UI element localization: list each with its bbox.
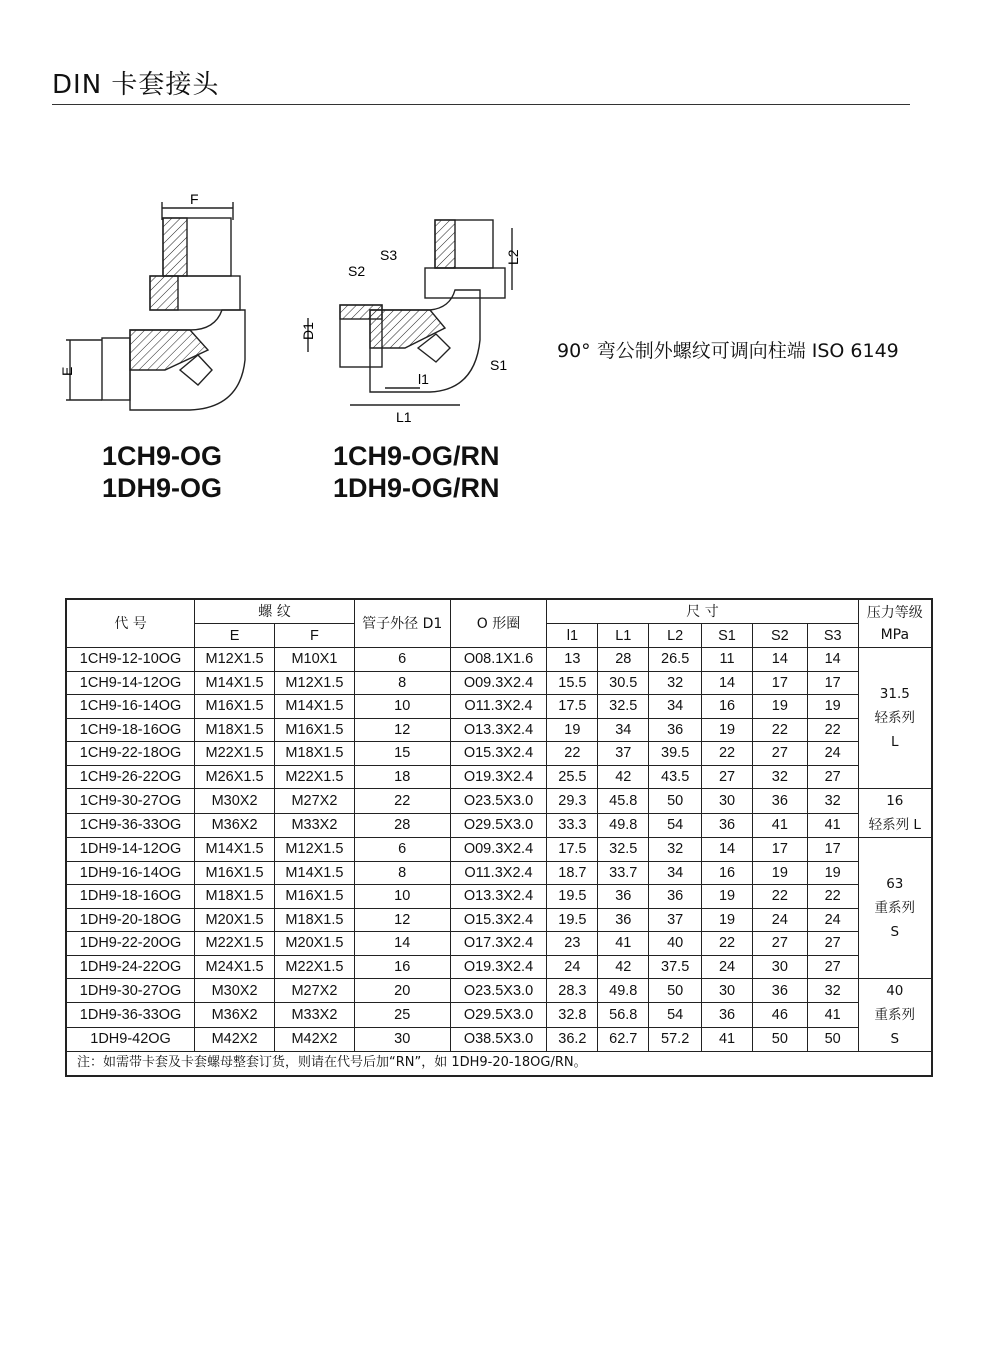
table-cell: M14X1.5 bbox=[195, 671, 275, 695]
table-cell: 17.5 bbox=[547, 695, 598, 719]
header-S2: S2 bbox=[752, 624, 807, 648]
pressure-class-line: 31.5 bbox=[879, 686, 910, 702]
header-F: F bbox=[275, 624, 355, 648]
table-cell: M42X2 bbox=[195, 1027, 275, 1051]
table-cell: 1DH9-24-22OG bbox=[66, 955, 195, 979]
table-cell: 10 bbox=[354, 885, 450, 909]
table-cell: 13 bbox=[547, 648, 598, 672]
pressure-class-line: 16 bbox=[886, 793, 904, 809]
table-cell: 19 bbox=[702, 885, 753, 909]
table-row bbox=[66, 908, 932, 932]
dim-label-L2: L2 bbox=[505, 249, 521, 265]
dim-label-S2: S2 bbox=[348, 263, 366, 279]
header-d1: 管子外径 D1 bbox=[354, 599, 450, 648]
table-cell: 19.5 bbox=[547, 908, 598, 932]
table-cell: 54 bbox=[649, 813, 702, 838]
table-cell: 34 bbox=[649, 695, 702, 719]
table-cell: 1DH9-36-33OG bbox=[66, 1003, 195, 1027]
table-cell: 36 bbox=[649, 885, 702, 909]
table-cell: 22 bbox=[702, 932, 753, 956]
table-row bbox=[66, 671, 932, 695]
pressure-class-line: 63 bbox=[886, 876, 904, 892]
table-row bbox=[66, 955, 932, 979]
table-cell: 19 bbox=[807, 695, 858, 719]
table-row bbox=[66, 979, 932, 1003]
table-cell: 32 bbox=[807, 789, 858, 814]
table-cell: 27 bbox=[752, 742, 807, 766]
table-cell: 49.8 bbox=[598, 979, 649, 1003]
fitting-drawing-left bbox=[66, 202, 245, 410]
table-cell: M42X2 bbox=[275, 1027, 355, 1051]
page-title: DIN 卡套接头 bbox=[52, 70, 220, 100]
table-cell: 17 bbox=[752, 838, 807, 862]
table-cell: 32 bbox=[649, 671, 702, 695]
table-cell: 1CH9-12-10OG bbox=[66, 648, 195, 672]
pressure-class-line: S bbox=[890, 924, 900, 940]
table-cell: 30 bbox=[752, 955, 807, 979]
table-cell: M20X1.5 bbox=[195, 908, 275, 932]
table-cell: 27 bbox=[807, 765, 858, 789]
table-cell: 30.5 bbox=[598, 671, 649, 695]
pressure-class-line: L bbox=[891, 734, 899, 750]
dim-label-F: F bbox=[190, 191, 199, 207]
table-cell: 32.5 bbox=[598, 695, 649, 719]
table-cell: 18.7 bbox=[547, 861, 598, 885]
table-cell: 16 bbox=[354, 955, 450, 979]
table-cell: 40 bbox=[649, 932, 702, 956]
table-cell: 41 bbox=[702, 1027, 753, 1051]
table-cell: M14X1.5 bbox=[195, 838, 275, 862]
table-cell: 28 bbox=[598, 648, 649, 672]
dim-label-D1: D1 bbox=[300, 322, 316, 340]
dim-label-E: E bbox=[59, 366, 75, 376]
dim-label-L1: L1 bbox=[396, 409, 412, 425]
table-row bbox=[66, 813, 932, 838]
table-cell: 39.5 bbox=[649, 742, 702, 766]
table-cell: 24 bbox=[807, 908, 858, 932]
table-cell: M22X1.5 bbox=[275, 955, 355, 979]
table-cell: 41 bbox=[807, 1003, 858, 1027]
pressure-class-cell bbox=[858, 979, 932, 1052]
table-row bbox=[66, 861, 932, 885]
table-cell: 22 bbox=[354, 789, 450, 814]
table-cell: M16X1.5 bbox=[195, 695, 275, 719]
table-cell: 41 bbox=[752, 813, 807, 838]
table-cell: 34 bbox=[598, 718, 649, 742]
dim-label-S3: S3 bbox=[380, 247, 398, 263]
table-cell: 19.5 bbox=[547, 885, 598, 909]
table-row bbox=[66, 932, 932, 956]
table-cell: 24 bbox=[807, 742, 858, 766]
table-cell: 26.5 bbox=[649, 648, 702, 672]
table-cell: 19 bbox=[752, 861, 807, 885]
pressure-class-line: 40 bbox=[886, 983, 904, 999]
table-cell: 32 bbox=[649, 838, 702, 862]
table-cell: O38.5X3.0 bbox=[450, 1027, 547, 1051]
dim-label-S1: S1 bbox=[490, 357, 508, 373]
table-cell: M27X2 bbox=[275, 979, 355, 1003]
table-cell: 25.5 bbox=[547, 765, 598, 789]
table-cell: 27 bbox=[752, 932, 807, 956]
table-cell: O15.3X2.4 bbox=[450, 908, 547, 932]
table-cell: 1CH9-14-12OG bbox=[66, 671, 195, 695]
table-cell: M26X1.5 bbox=[195, 765, 275, 789]
table-cell: 46 bbox=[752, 1003, 807, 1027]
table-cell: 57.2 bbox=[649, 1027, 702, 1051]
table-cell: 19 bbox=[752, 695, 807, 719]
model-codes-left bbox=[102, 440, 222, 504]
table-row bbox=[66, 695, 932, 719]
table-cell: 20 bbox=[354, 979, 450, 1003]
table-cell: 14 bbox=[354, 932, 450, 956]
table-cell: 62.7 bbox=[598, 1027, 649, 1051]
table-cell: 56.8 bbox=[598, 1003, 649, 1027]
table-cell: 43.5 bbox=[649, 765, 702, 789]
table-cell: M12X1.5 bbox=[275, 671, 355, 695]
table-row bbox=[66, 789, 932, 814]
table-cell: O19.3X2.4 bbox=[450, 955, 547, 979]
table-cell: 30 bbox=[702, 979, 753, 1003]
table-cell: 6 bbox=[354, 648, 450, 672]
table-cell: 32.8 bbox=[547, 1003, 598, 1027]
table-cell: 11 bbox=[702, 648, 753, 672]
header-pressure-unit: MPa bbox=[880, 626, 910, 643]
table-row bbox=[66, 1027, 932, 1051]
header-code: 代 号 bbox=[66, 599, 195, 648]
table-cell: 33.7 bbox=[598, 861, 649, 885]
table-cell: O13.3X2.4 bbox=[450, 718, 547, 742]
table-cell: 1DH9-14-12OG bbox=[66, 838, 195, 862]
table-cell: 15 bbox=[354, 742, 450, 766]
header-pressure bbox=[858, 599, 932, 648]
table-cell: O11.3X2.4 bbox=[450, 695, 547, 719]
table-cell: 14 bbox=[807, 648, 858, 672]
table-cell: M36X2 bbox=[195, 813, 275, 838]
pressure-class-cell bbox=[858, 789, 932, 838]
table-cell: 29.3 bbox=[547, 789, 598, 814]
pressure-class-cell bbox=[858, 838, 932, 979]
table-cell: M36X2 bbox=[195, 1003, 275, 1027]
header-pressure-label: 压力等级 bbox=[866, 604, 923, 621]
table-cell: 15.5 bbox=[547, 671, 598, 695]
fitting-drawings bbox=[40, 180, 560, 440]
table-cell: 36 bbox=[752, 979, 807, 1003]
table-cell: M30X2 bbox=[195, 979, 275, 1003]
pressure-class-line: 重系列 bbox=[874, 1007, 916, 1023]
table-cell: 24 bbox=[752, 908, 807, 932]
table-cell: 50 bbox=[752, 1027, 807, 1051]
table-cell: M22X1.5 bbox=[195, 742, 275, 766]
spec-table bbox=[65, 598, 933, 1077]
table-cell: 17.5 bbox=[547, 838, 598, 862]
table-cell: 22 bbox=[547, 742, 598, 766]
table-cell: 19 bbox=[702, 718, 753, 742]
model-code: 1DH9-OG/RN bbox=[333, 473, 500, 503]
table-cell: M12X1.5 bbox=[275, 838, 355, 862]
table-cell: 23 bbox=[547, 932, 598, 956]
table-cell: 12 bbox=[354, 718, 450, 742]
table-cell: 24 bbox=[702, 955, 753, 979]
fitting-description: 90° 弯公制外螺纹可调向柱端 ISO 6149 bbox=[557, 340, 899, 362]
table-cell: 36 bbox=[649, 718, 702, 742]
table-cell: M12X1.5 bbox=[195, 648, 275, 672]
header-thread: 螺 纹 bbox=[195, 599, 355, 624]
table-cell: 36 bbox=[598, 885, 649, 909]
table-cell: 42 bbox=[598, 765, 649, 789]
table-cell: O23.5X3.0 bbox=[450, 789, 547, 814]
table-cell: 36 bbox=[598, 908, 649, 932]
table-cell: 1DH9-30-27OG bbox=[66, 979, 195, 1003]
table-row bbox=[66, 838, 932, 862]
table-cell: O29.5X3.0 bbox=[450, 1003, 547, 1027]
table-cell: 14 bbox=[702, 671, 753, 695]
pressure-class-line: S bbox=[890, 1031, 900, 1047]
table-cell: 17 bbox=[807, 671, 858, 695]
table-cell: 50 bbox=[649, 789, 702, 814]
table-cell: M14X1.5 bbox=[275, 695, 355, 719]
table-cell: M16X1.5 bbox=[275, 885, 355, 909]
table-cell: M33X2 bbox=[275, 1003, 355, 1027]
table-cell: 1DH9-16-14OG bbox=[66, 861, 195, 885]
table-cell: 32 bbox=[807, 979, 858, 1003]
table-cell: 33.3 bbox=[547, 813, 598, 838]
table-cell: 30 bbox=[354, 1027, 450, 1051]
table-cell: 28 bbox=[354, 813, 450, 838]
table-cell: 17 bbox=[807, 838, 858, 862]
table-row bbox=[66, 1003, 932, 1027]
table-cell: M16X1.5 bbox=[195, 861, 275, 885]
table-cell: 32.5 bbox=[598, 838, 649, 862]
table-row bbox=[66, 648, 932, 672]
table-cell: M18X1.5 bbox=[275, 908, 355, 932]
table-cell: O29.5X3.0 bbox=[450, 813, 547, 838]
table-cell: 12 bbox=[354, 908, 450, 932]
table-cell: 54 bbox=[649, 1003, 702, 1027]
table-cell: M22X1.5 bbox=[195, 932, 275, 956]
table-cell: 41 bbox=[598, 932, 649, 956]
table-cell: 36 bbox=[752, 789, 807, 814]
table-cell: O17.3X2.4 bbox=[450, 932, 547, 956]
table-cell: 19 bbox=[807, 861, 858, 885]
table-cell: 1DH9-18-16OG bbox=[66, 885, 195, 909]
table-cell: 1CH9-36-33OG bbox=[66, 813, 195, 838]
table-cell: 1CH9-26-22OG bbox=[66, 765, 195, 789]
header-dims: 尺 寸 bbox=[547, 599, 858, 624]
table-cell: M22X1.5 bbox=[275, 765, 355, 789]
table-cell: M10X1 bbox=[275, 648, 355, 672]
table-cell: 36.2 bbox=[547, 1027, 598, 1051]
model-code: 1DH9-OG bbox=[102, 473, 223, 503]
pressure-class-cell bbox=[858, 648, 932, 789]
table-cell: 1CH9-30-27OG bbox=[66, 789, 195, 814]
table-cell: 1CH9-16-14OG bbox=[66, 695, 195, 719]
table-cell: O09.3X2.4 bbox=[450, 838, 547, 862]
table-cell: 36 bbox=[702, 1003, 753, 1027]
table-cell: 37 bbox=[598, 742, 649, 766]
table-cell: 1CH9-18-16OG bbox=[66, 718, 195, 742]
table-cell: 8 bbox=[354, 861, 450, 885]
table-row bbox=[66, 765, 932, 789]
spec-table-body bbox=[66, 648, 932, 1052]
table-cell: 16 bbox=[702, 861, 753, 885]
table-cell: 17 bbox=[752, 671, 807, 695]
pressure-class-line: 轻系列 L bbox=[868, 817, 921, 833]
model-codes-right bbox=[333, 440, 500, 504]
table-cell: O23.5X3.0 bbox=[450, 979, 547, 1003]
header-L1: L1 bbox=[598, 624, 649, 648]
table-cell: M18X1.5 bbox=[195, 718, 275, 742]
table-cell: 10 bbox=[354, 695, 450, 719]
dim-label-l1: l1 bbox=[418, 371, 429, 387]
table-row bbox=[66, 885, 932, 909]
table-cell: 22 bbox=[752, 718, 807, 742]
table-cell: 19 bbox=[547, 718, 598, 742]
table-cell: M18X1.5 bbox=[275, 742, 355, 766]
table-cell: 32 bbox=[752, 765, 807, 789]
table-cell: 45.8 bbox=[598, 789, 649, 814]
table-cell: 42 bbox=[598, 955, 649, 979]
model-code: 1CH9-OG bbox=[102, 441, 223, 471]
table-cell: 30 bbox=[702, 789, 753, 814]
table-note: 注：如需带卡套及卡套螺母整套订货，则请在代号后加“RN”，如 1DH9-20-18OG/RN。 bbox=[66, 1052, 932, 1076]
table-cell: 37.5 bbox=[649, 955, 702, 979]
table-cell: O15.3X2.4 bbox=[450, 742, 547, 766]
table-cell: 22 bbox=[752, 885, 807, 909]
table-cell: 28.3 bbox=[547, 979, 598, 1003]
header-l1: l1 bbox=[547, 624, 598, 648]
table-cell: 18 bbox=[354, 765, 450, 789]
table-cell: O11.3X2.4 bbox=[450, 861, 547, 885]
table-cell: 36 bbox=[702, 813, 753, 838]
table-cell: 22 bbox=[807, 885, 858, 909]
table-cell: 24 bbox=[547, 955, 598, 979]
pressure-class-line: 重系列 bbox=[874, 900, 916, 916]
table-cell: 16 bbox=[702, 695, 753, 719]
table-cell: M18X1.5 bbox=[195, 885, 275, 909]
table-cell: 49.8 bbox=[598, 813, 649, 838]
fitting-drawing-right bbox=[308, 220, 512, 405]
table-cell: 27 bbox=[702, 765, 753, 789]
table-cell: 50 bbox=[807, 1027, 858, 1051]
table-row bbox=[66, 742, 932, 766]
table-cell: M30X2 bbox=[195, 789, 275, 814]
table-cell: M33X2 bbox=[275, 813, 355, 838]
table-row bbox=[66, 718, 932, 742]
pressure-class-line: 轻系列 bbox=[874, 710, 916, 726]
header-S1: S1 bbox=[702, 624, 753, 648]
table-cell: M24X1.5 bbox=[195, 955, 275, 979]
table-cell: 25 bbox=[354, 1003, 450, 1027]
table-cell: 1DH9-22-20OG bbox=[66, 932, 195, 956]
table-cell: 37 bbox=[649, 908, 702, 932]
table-cell: 41 bbox=[807, 813, 858, 838]
header-oring: O 形圈 bbox=[450, 599, 547, 648]
table-cell: 27 bbox=[807, 955, 858, 979]
table-cell: 1DH9-42OG bbox=[66, 1027, 195, 1051]
table-cell: 50 bbox=[649, 979, 702, 1003]
table-cell: 27 bbox=[807, 932, 858, 956]
table-cell: O13.3X2.4 bbox=[450, 885, 547, 909]
title-underline bbox=[52, 104, 910, 105]
table-cell: M14X1.5 bbox=[275, 861, 355, 885]
table-cell: 22 bbox=[807, 718, 858, 742]
table-cell: 1CH9-22-18OG bbox=[66, 742, 195, 766]
table-cell: 1DH9-20-18OG bbox=[66, 908, 195, 932]
table-cell: 22 bbox=[702, 742, 753, 766]
model-code: 1CH9-OG/RN bbox=[333, 441, 500, 471]
table-cell: M16X1.5 bbox=[275, 718, 355, 742]
table-cell: 19 bbox=[702, 908, 753, 932]
table-cell: M20X1.5 bbox=[275, 932, 355, 956]
header-E: E bbox=[195, 624, 275, 648]
table-cell: 6 bbox=[354, 838, 450, 862]
table-cell: O08.1X1.6 bbox=[450, 648, 547, 672]
table-cell: 14 bbox=[702, 838, 753, 862]
header-S3: S3 bbox=[807, 624, 858, 648]
header-L2: L2 bbox=[649, 624, 702, 648]
table-cell: 34 bbox=[649, 861, 702, 885]
table-cell: M27X2 bbox=[275, 789, 355, 814]
table-cell: 8 bbox=[354, 671, 450, 695]
table-cell: 14 bbox=[752, 648, 807, 672]
table-cell: O19.3X2.4 bbox=[450, 765, 547, 789]
table-cell: O09.3X2.4 bbox=[450, 671, 547, 695]
